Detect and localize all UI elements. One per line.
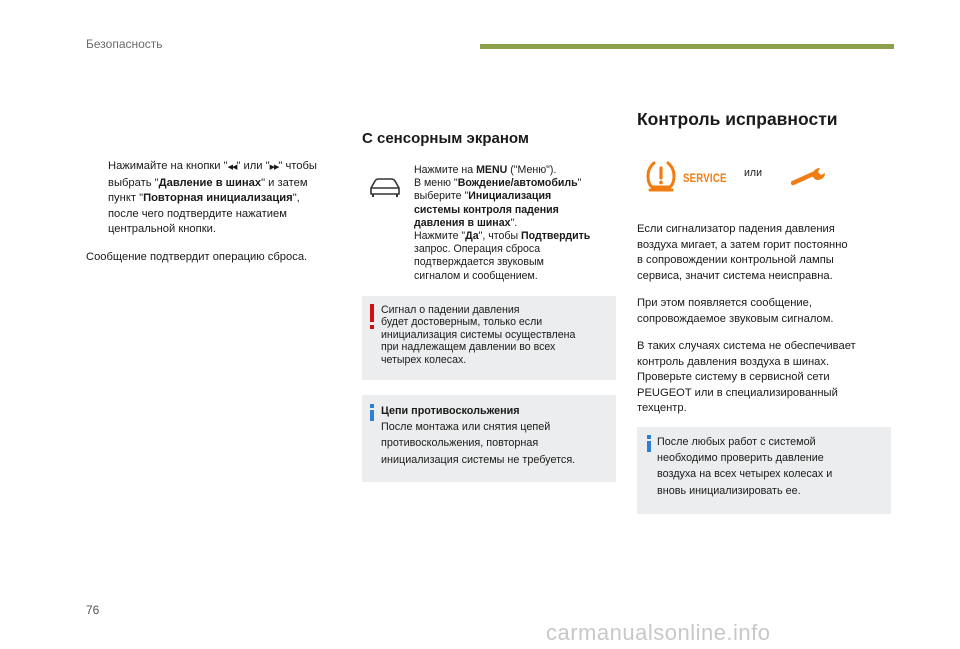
info-text-chains: Цепи противоскольжения После монтажа или снятия цепей противоскольжения, повторная инициализация системы не требуется. (381, 405, 576, 466)
wrench-icon (791, 166, 827, 188)
or-label: или (744, 167, 763, 179)
next-arrows-icon: ▶▶ (269, 164, 279, 171)
malfunction-paragraph-3: В таких случаях система не обеспечивает контроль давления воздуха в шинах. Проверьте систему в сервисной сети PEUGEOT или в специализированный техцентр. (637, 340, 856, 415)
bullet-instruction: Нажимайте на кнопки "◀◀" или "▶▶" чтобы выбрать "Давление в шинах" и затем пункт "Повторная инициализация", после чего подтвердите нажатием центральной кнопки. (108, 160, 317, 236)
malfunction-paragraph-1: Если сигнализатор падения давления воздуха мигает, а затем горит постоянно в сопровождении контрольной лампы сервиса, значит система неисправна. (637, 223, 848, 282)
warning-text: Сигнал о падении давления будет достоверным, только если инициализация системы осуществлена при надлежащем давлении во всех четырех колесах. (381, 304, 576, 366)
service-warning-label: SERVICE (683, 171, 727, 185)
tyre-pressure-warning-icon (646, 160, 676, 192)
touchscreen-heading: С сенсорным экраном (362, 130, 529, 147)
info-icon (370, 404, 374, 408)
warning-exclamation-icon (370, 304, 374, 322)
reset-message-text: Сообщение подтвердит операцию сброса. (86, 251, 308, 263)
car-icon (368, 176, 402, 198)
info-icon (647, 435, 651, 439)
page-number: 76 (86, 603, 100, 617)
malfunction-paragraph-2: При этом появляется сообщение, сопровождаемое звуковым сигналом. (637, 297, 834, 325)
touchscreen-steps: Нажмите на MENU ("Меню"). В меню "Вождение/автомобиль" выберите "Инициализация системы контроля падения давления в шинах". Нажмите "Да", чтобы Подтвердить запрос. Операция сброса подтверждается звуковым сигналом и сообщением. (414, 164, 591, 282)
header-accent-bar (480, 44, 894, 49)
watermark: carmanualsonline.info (546, 620, 771, 645)
info-text-after-work: После любых работ с системой необходимо проверить давление воздуха на всех четырех колесах и вновь инициализировать ее. (657, 436, 833, 497)
prev-arrows-icon: ◀◀ (227, 164, 237, 171)
section-title: Безопасность (86, 37, 163, 51)
malfunction-heading: Контроль исправности (637, 109, 838, 129)
